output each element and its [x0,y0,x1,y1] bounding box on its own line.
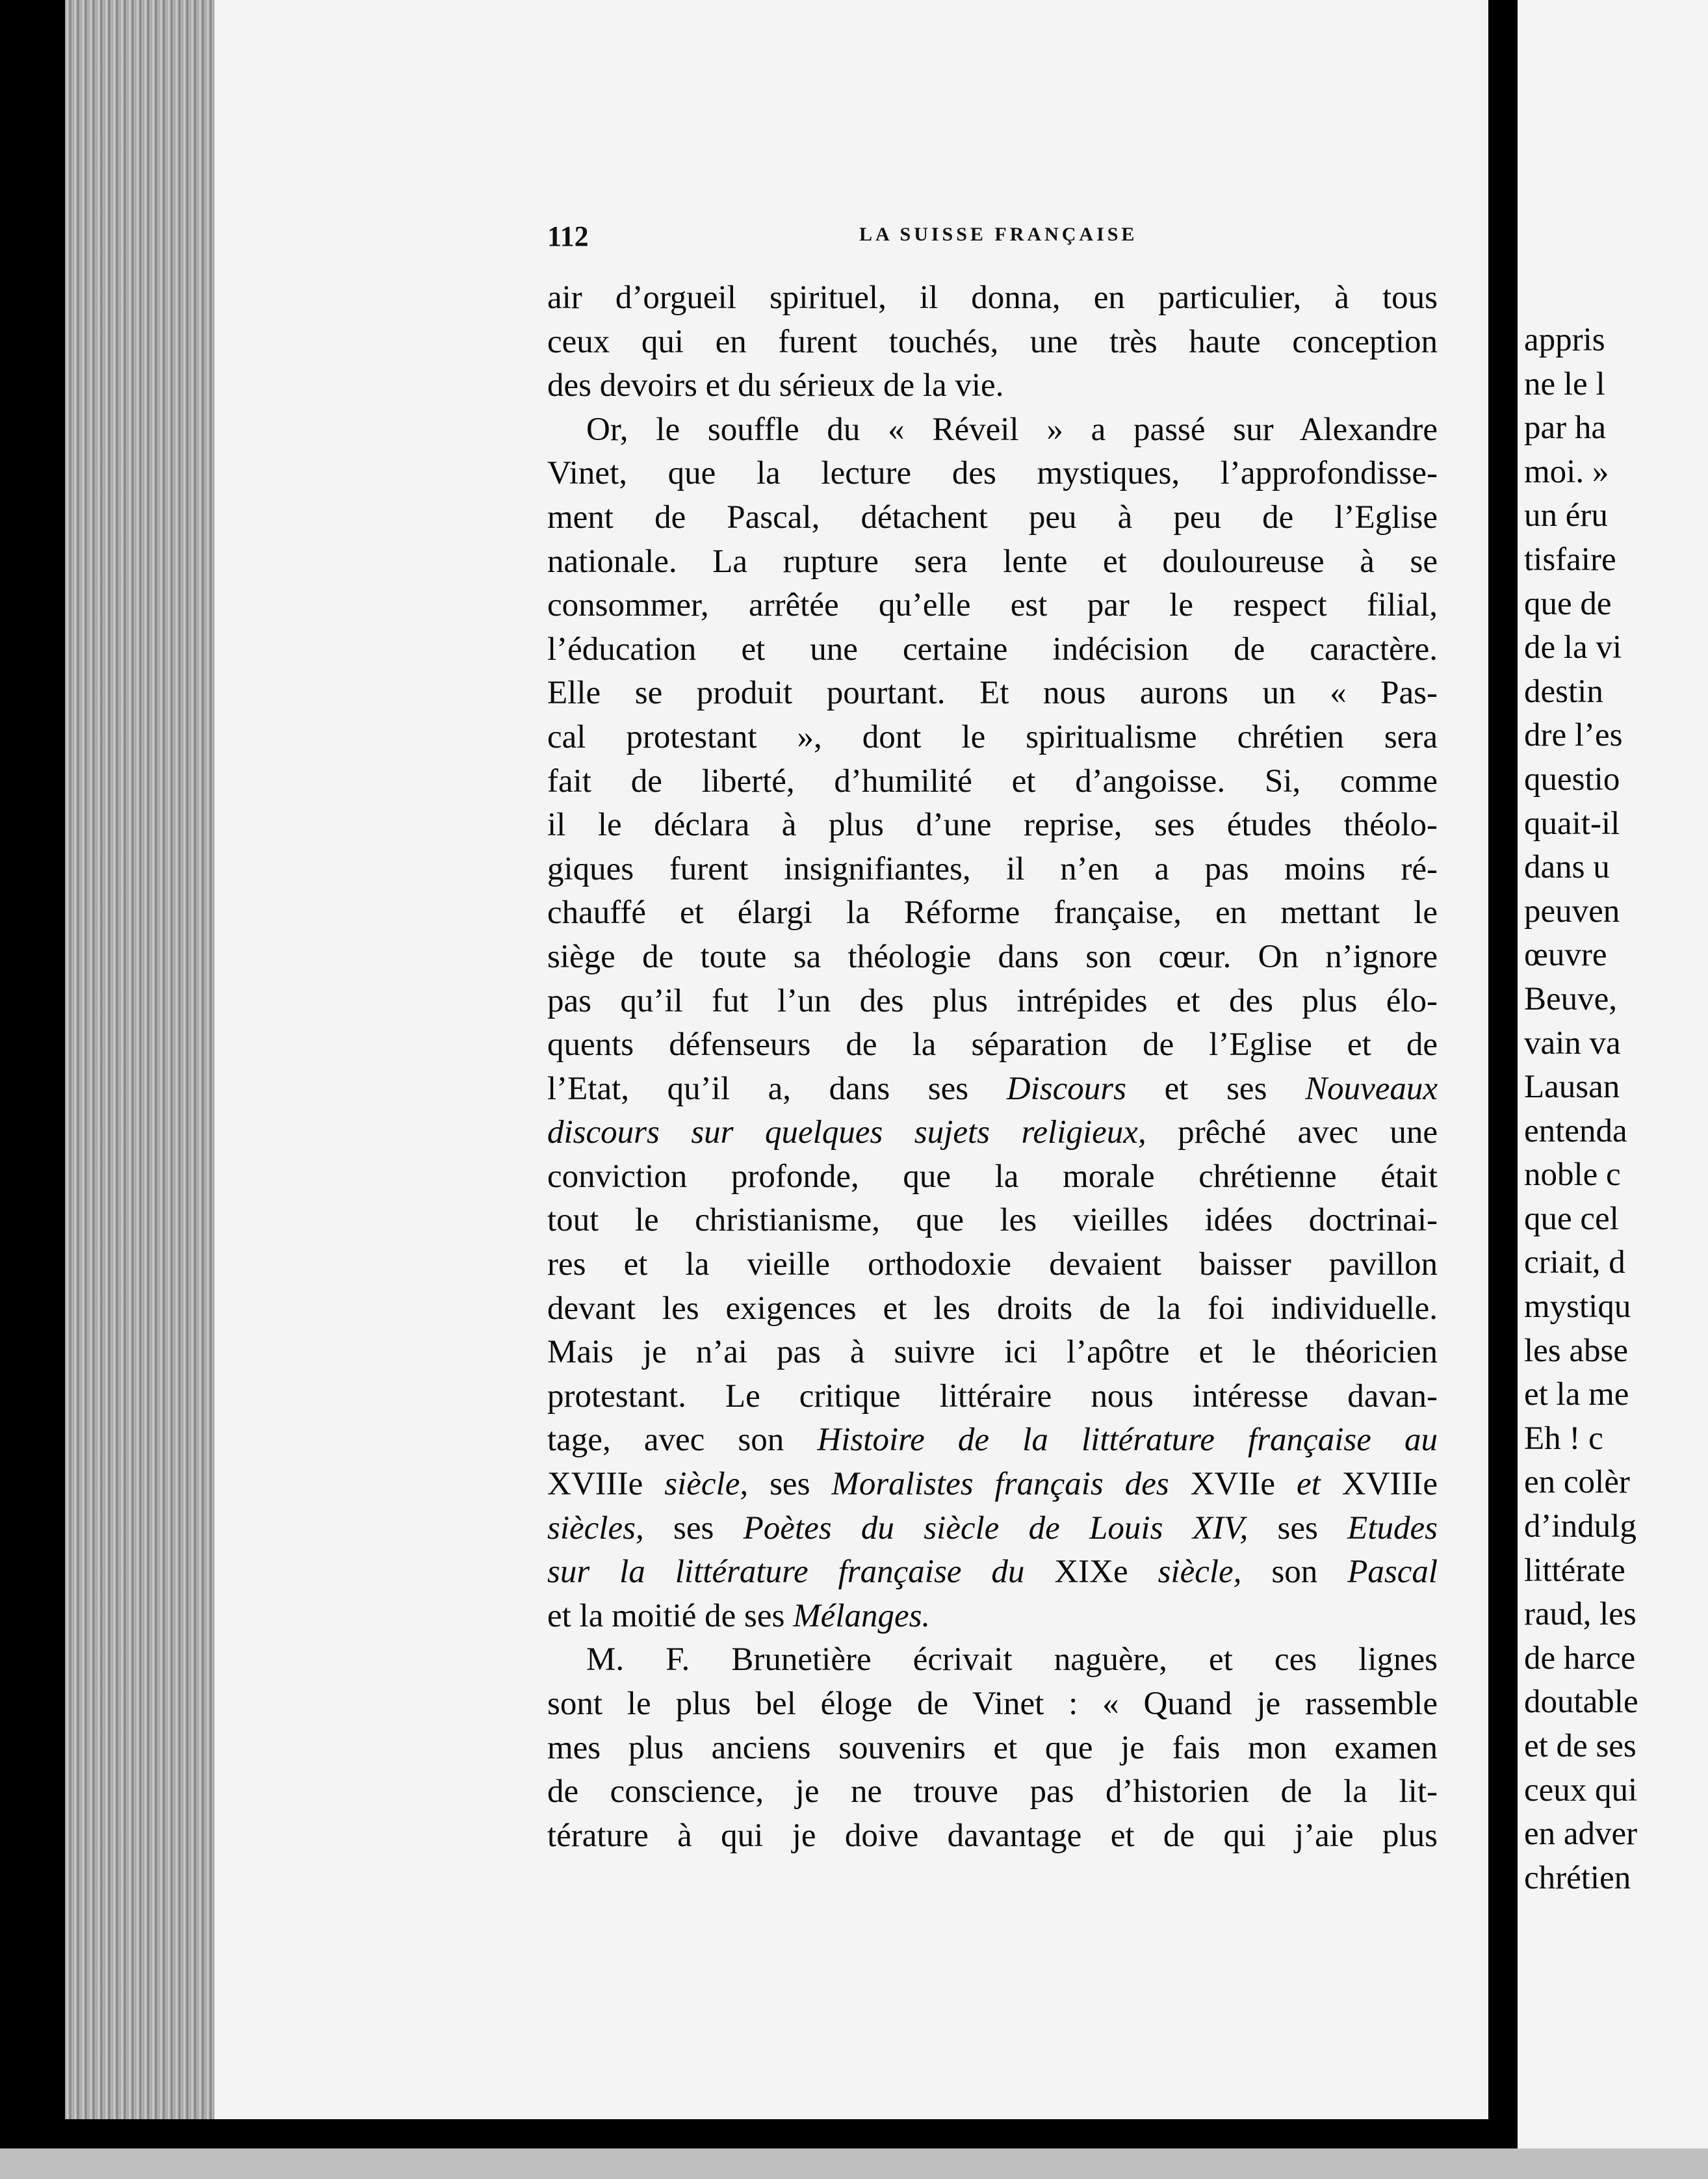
right-page-line: peuven [1524,893,1620,930]
right-page-line: tisfaire [1524,541,1616,578]
text-line [547,1111,1438,1155]
italic-title: Etudes [1347,1509,1438,1546]
text-line: térature à qui je doive davantage et de qui j’aie plus [547,1817,1438,1854]
right-page-line: questio [1524,761,1620,798]
text-line [547,1595,1438,1639]
text-line: ment de Pascal, détachent peu à peu de l’Eglise [547,499,1438,536]
right-page-line: dre l’es [1524,717,1623,754]
text-line: conviction profonde, que la morale chrétienne était [547,1158,1438,1195]
italic-title: siècles, [547,1509,644,1546]
italic-title: Pascal [1347,1554,1438,1591]
text-line: ceux qui en furent touchés, une très haute conception [547,323,1438,360]
text-line: siège de toute sa théologie dans son cœur. On n’ignore [547,938,1438,975]
text-line [547,1418,1438,1463]
right-page-line: Eh ! c [1524,1420,1603,1457]
text-line: des devoirs et du sérieux de la vie. [547,367,1004,404]
text-run: ses [748,1466,832,1503]
right-page-line: raud, les [1524,1596,1637,1633]
right-page-line: chrétien [1524,1859,1631,1896]
text-line: Or, le souffle du « Réveil » a passé sur Alexandre [586,411,1438,448]
text-line: de conscience, je ne trouve pas d’historien de la lit- [547,1773,1438,1810]
text-line: Vinet, que la lecture des mystiques, l’approfondisse- [547,455,1438,492]
page-header [547,220,1438,259]
right-page-line: criait, d [1524,1244,1625,1281]
text-run: et ses [1126,1070,1306,1107]
italic-title: et [1296,1466,1321,1503]
text-run: et la moitié de ses [547,1597,794,1634]
right-page-line: que de [1524,585,1612,622]
text-run: XVIIe [1169,1466,1297,1503]
right-page-line: en colèr [1524,1464,1630,1501]
italic-title: siècle, [1158,1554,1242,1591]
right-page-line: entenda [1524,1112,1627,1149]
right-page-line: Beuve, [1524,980,1618,1017]
text-run: son [1241,1554,1348,1591]
right-page-line: appris [1524,322,1605,358]
italic-title: Moralistes français des [831,1466,1169,1503]
scan-bottom-strip [0,2148,1708,2179]
text-line: quents défenseurs de la séparation de l’Eglise et de [547,1026,1438,1063]
right-page-line: par ha [1524,410,1607,447]
running-title: LA SUISSE FRANÇAISE [859,224,1138,245]
right-page-line: ne le l [1524,365,1605,402]
text-line: air d’orgueil spirituel, il donna, en particulier, à tous [547,280,1438,316]
right-page-line: les abse [1524,1332,1629,1369]
right-page-text [1524,319,1708,1900]
right-page-line: et de ses [1524,1728,1637,1764]
right-page-line: mystiqu [1524,1288,1631,1325]
text-line: chauffé et élargi la Réforme française, en mettant le [547,894,1438,932]
text-run: tage, avec son [547,1422,818,1459]
main-text [547,276,1438,1858]
text-line: pas qu’il fut l’un des plus intrépides et des plus élo- [547,982,1438,1019]
text-run: ses [643,1509,744,1546]
text-line: devant les exigences et les droits de la foi individuelle. [547,1290,1438,1327]
right-page-line: doutable [1524,1684,1638,1721]
italic-title: Discours [1006,1070,1126,1107]
text-line: nationale. La rupture sera lente et douloureuse à se [547,543,1438,580]
text-run: XIXe [1024,1554,1158,1591]
right-page-line: quait-il [1524,805,1620,842]
text-run: XVIIIe [547,1466,643,1503]
italic-title: sur la littérature française du [547,1554,1025,1591]
text-line [547,1067,1438,1112]
right-page-line: et la me [1524,1376,1629,1413]
text-line: consommer, arrêtée qu’elle est par le respect filial, [547,587,1438,624]
text-line [547,1550,1438,1595]
italic-title: Histoire de la littérature française au [817,1422,1438,1459]
page-number: 112 [547,220,589,252]
right-page-line: en adver [1524,1816,1638,1853]
text-line: res et la vieille orthodoxie devaient baisser pavillon [547,1246,1438,1283]
text-line: fait de liberté, d’humilité et d’angoisse. Si, comme [547,763,1438,800]
italic-title: discours sur quelques sujets religieux, [547,1114,1146,1151]
text-line: tout le christianisme, que les vieilles idées doctrinai- [547,1202,1438,1239]
italic-title: siècle, [643,1466,749,1503]
right-page-line: noble c [1524,1156,1621,1194]
text-run: XVIIIe [1320,1466,1438,1503]
text-line: giques furent insignifiantes, il n’en a pas moins ré- [547,850,1438,887]
text-line: l’éducation et une certaine indécision de caractère. [547,631,1438,668]
text-line: cal protestant », dont le spiritualisme chrétien sera [547,718,1438,755]
right-page-line: œuvre [1524,937,1607,974]
right-page-line: de la vi [1524,629,1622,666]
right-page-line: de harce [1524,1639,1636,1677]
right-page-line: vain va [1524,1024,1621,1062]
italic-title: Poètes du siècle de Louis XIV, [743,1509,1249,1546]
text-run: ses [1248,1509,1348,1546]
italic-title: Mélanges. [793,1597,931,1634]
text-run: l’Etat, qu’il a, dans ses [547,1070,1007,1107]
text-line: protestant. Le critique littéraire nous intéresse davan- [547,1377,1438,1415]
text-line: sont le plus bel éloge de Vinet : « Quand je rassemble [547,1686,1438,1722]
right-page-line: destin [1524,673,1603,710]
right-page-line: Lausan [1524,1069,1620,1106]
text-line: mes plus anciens souvenirs et que je fais mon examen [547,1729,1438,1766]
right-page-line: d’indulg [1524,1508,1637,1545]
right-page-line: un éru [1524,497,1608,534]
text-line: M. F. Brunetière écrivait naguère, et ces lignes [586,1641,1438,1678]
right-page-line: dans u [1524,849,1610,886]
italic-title: Nouveaux [1305,1070,1438,1107]
right-page-line: littérate [1524,1552,1625,1589]
right-page-line: que cel [1524,1200,1619,1237]
text-line [547,1463,1438,1507]
right-page-line: moi. » [1524,453,1609,490]
text-line: Mais je n’ai pas à suivre ici l’apôtre et le théoricien [547,1334,1438,1371]
text-line: il le déclara à plus d’une reprise, ses études théolo- [547,807,1438,844]
right-page-line: ceux qui [1524,1771,1638,1808]
text-run: prêché avec une [1146,1114,1438,1151]
text-line [547,1507,1438,1551]
text-line: Elle se produit pourtant. Et nous aurons un « Pas- [547,675,1438,712]
